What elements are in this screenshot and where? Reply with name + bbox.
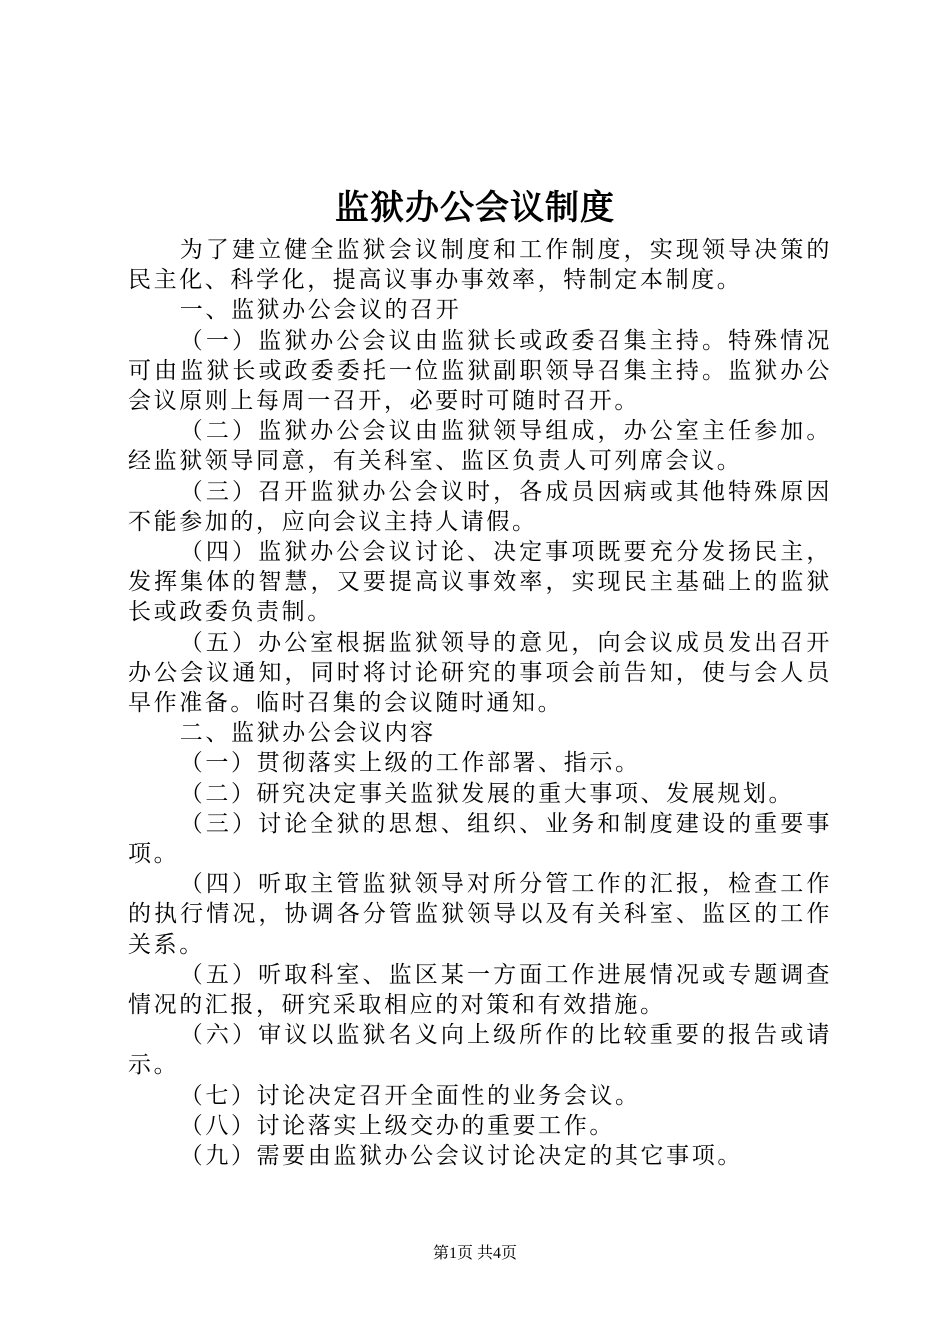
paragraph-2-2: （二）研究决定事关监狱发展的重大事项、发展规划。 xyxy=(179,780,795,807)
paragraph-2-8: （八）讨论落实上级交办的重要工作。 xyxy=(179,1112,615,1139)
paragraph-2-9: （九）需要由监狱办公会议讨论决定的其它事项。 xyxy=(179,1143,743,1170)
paragraph-1-5: （五）办公室根据监狱领导的意见，向会议成员发出召开办公会议通知，同时将讨论研究的事项会前告知，使与会人员早作准备。临时召集的会议随时通知。 xyxy=(128,629,832,717)
paragraph-2-6: （六）审议以监狱名义向上级所作的比较重要的报告或请示。 xyxy=(128,1022,832,1079)
paragraph-2-1: （一）贯彻落实上级的工作部署、指示。 xyxy=(179,750,641,777)
paragraph-intro: 为了建立健全监狱会议制度和工作制度，实现领导决策的民主化、科学化，提高议事办事效率，特制定本制度。 xyxy=(128,237,832,294)
paragraph-1-3: （三）召开监狱办公会议时，各成员因病或其他特殊原因不能参加的，应向会议主持人请假。 xyxy=(128,478,832,535)
paragraph-2-5: （五）听取科室、监区某一方面工作进展情况或专题调查情况的汇报，研究采取相应的对策和有效措施。 xyxy=(128,961,832,1019)
paragraph-2-7: （七）讨论决定召开全面性的业务会议。 xyxy=(179,1082,641,1109)
page-number-footer: 第1页 共4页 xyxy=(432,1245,517,1262)
document-title: 监狱办公会议制度 xyxy=(335,188,615,228)
document-body xyxy=(128,235,832,1171)
paragraph-1-4: （四）监狱办公会议讨论、决定事项既要充分发扬民主，发挥集体的智慧，又要提高议事效率，实现民主基础上的监狱长或政委负责制。 xyxy=(128,539,832,626)
paragraph-1-1: （一）监狱办公会议由监狱长或政委召集主持。特殊情况可由监狱长或政委委托一位监狱副职领导召集主持。监狱办公会议原则上每周一召开，必要时可随时召开。 xyxy=(128,327,832,415)
section-heading-1: 一、监狱办公会议的召开 xyxy=(179,297,462,324)
section-heading-2: 二、监狱办公会议内容 xyxy=(179,720,436,747)
paragraph-1-2: （二）监狱办公会议由监狱领导组成，办公室主任参加。经监狱领导同意，有关科室、监区负责人可列席会议。 xyxy=(128,418,832,475)
paragraph-2-4: （四）听取主管监狱领导对所分管工作的汇报，检查工作的执行情况，协调各分管监狱领导以及有关科室、监区的工作关系。 xyxy=(128,871,832,958)
paragraph-2-3: （三）讨论全狱的思想、组织、业务和制度建设的重要事项。 xyxy=(128,810,832,868)
